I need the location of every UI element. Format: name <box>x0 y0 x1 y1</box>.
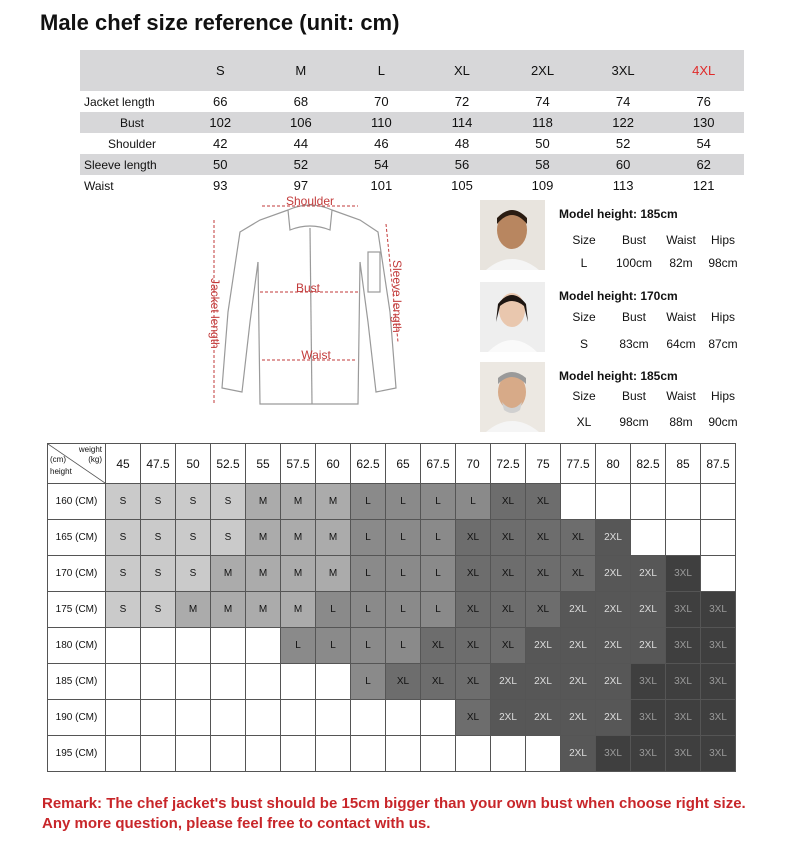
grid-weight-header: 60 <box>316 444 351 484</box>
spec-cell: 50 <box>535 136 550 151</box>
grid-cell <box>456 736 491 772</box>
grid-cell: M <box>246 556 281 592</box>
grid-cell <box>106 664 141 700</box>
label-jacket-length: Jacket length <box>208 278 222 349</box>
spec-cell: 74 <box>615 94 631 109</box>
model-header-size: Size <box>572 233 596 247</box>
model-value-bust: 100cm <box>615 256 653 270</box>
grid-cell <box>701 484 736 520</box>
grid-cell: 2XL <box>596 628 631 664</box>
size-reference-table <box>80 50 744 196</box>
grid-cell: 3XL <box>701 700 736 736</box>
jacket-sketch <box>200 192 420 414</box>
grid-weight-header: 80 <box>596 444 631 484</box>
spec-cell: 54 <box>696 136 711 151</box>
grid-weight-header: 57.5 <box>281 444 316 484</box>
grid-cell <box>421 736 456 772</box>
model-header-size: Size <box>572 310 596 324</box>
grid-cell <box>176 700 211 736</box>
grid-cell: XL <box>456 592 491 628</box>
grid-cell: L <box>351 664 386 700</box>
model-value-size: S <box>579 337 588 351</box>
model-header-bust: Bust <box>621 310 646 324</box>
grid-row <box>48 556 736 592</box>
model-value-waist: 82m <box>669 256 693 270</box>
grid-cell: 3XL <box>701 628 736 664</box>
spec-cell: 48 <box>454 136 470 151</box>
spec-cell: 93 <box>213 178 228 193</box>
model-value-hips: 98cm <box>708 256 738 270</box>
grid-cell <box>141 628 176 664</box>
grid-cell: L <box>316 628 351 664</box>
grid-cell: 3XL <box>631 700 666 736</box>
grid-cell: 3XL <box>631 664 666 700</box>
spec-row-label: Sleeve length <box>80 154 180 175</box>
spec-cell: 60 <box>583 154 664 175</box>
grid-cell: XL <box>491 628 526 664</box>
grid-row <box>48 520 736 556</box>
grid-cell: M <box>176 592 211 628</box>
grid-weight-header: 65 <box>386 444 421 484</box>
grid-cell: M <box>281 592 316 628</box>
grid-cell: S <box>141 520 176 556</box>
grid-height-label: 160 (CM) <box>48 484 106 520</box>
grid-cell: XL <box>491 556 526 592</box>
grid-cell: 2XL <box>561 664 596 700</box>
grid-cell: XL <box>421 664 456 700</box>
spec-cell: 74 <box>535 94 550 109</box>
grid-cell <box>351 736 386 772</box>
model-header-waist: Waist <box>666 389 696 403</box>
grid-cell <box>701 520 736 556</box>
grid-weight-header: 75 <box>526 444 561 484</box>
size-chart-grid <box>47 443 736 772</box>
grid-cell <box>666 484 701 520</box>
grid-cell: M <box>211 592 246 628</box>
label-bust: Bust <box>295 281 321 295</box>
grid-cell: M <box>316 520 351 556</box>
model-card-1 <box>480 200 780 272</box>
spec-cell: 66 <box>213 94 228 109</box>
grid-cell <box>106 700 141 736</box>
spec-cell: 130 <box>663 112 744 133</box>
grid-row <box>48 664 736 700</box>
grid-cell: XL <box>456 628 491 664</box>
grid-cell <box>211 736 246 772</box>
grid-header-row <box>48 444 736 484</box>
model-value-hips: 87cm <box>708 337 738 351</box>
grid-cell: L <box>386 628 421 664</box>
grid-weight-header: 87.5 <box>701 444 736 484</box>
grid-cell: L <box>351 592 386 628</box>
spec-cell: 58 <box>502 154 583 175</box>
spec-cell: 42 <box>213 136 228 151</box>
label-sleeve-length: Sleeve length <box>390 260 404 333</box>
grid-cell: XL <box>526 484 561 520</box>
grid-cell: M <box>281 484 316 520</box>
grid-cell <box>141 736 176 772</box>
grid-cell <box>386 736 421 772</box>
grid-cell: M <box>316 556 351 592</box>
spec-cell: 101 <box>370 178 393 193</box>
grid-cell <box>211 700 246 736</box>
spec-cell: 76 <box>696 94 711 109</box>
grid-cell: 2XL <box>631 556 666 592</box>
grid-weight-header: 62.5 <box>351 444 386 484</box>
corner-height: height <box>50 467 72 476</box>
model-height-3: Model height: 185cm <box>559 369 678 383</box>
spec-cell: 121 <box>692 178 715 193</box>
grid-cell: L <box>386 484 421 520</box>
grid-cell: 3XL <box>701 664 736 700</box>
grid-cell <box>246 664 281 700</box>
spec-cell: 70 <box>374 94 389 109</box>
jacket-collar <box>288 205 332 230</box>
grid-cell: L <box>421 556 456 592</box>
grid-cell: 3XL <box>666 700 701 736</box>
grid-cell: 3XL <box>666 628 701 664</box>
grid-cell: M <box>281 520 316 556</box>
grid-cell: S <box>211 484 246 520</box>
grid-cell: L <box>386 556 421 592</box>
model-header-size: Size <box>572 389 596 403</box>
model-value-hips: 90cm <box>708 415 738 429</box>
spec-cell: 97 <box>293 178 309 193</box>
grid-cell <box>526 736 561 772</box>
grid-cell <box>561 484 596 520</box>
grid-cell: 3XL <box>596 736 631 772</box>
grid-cell: S <box>211 520 246 556</box>
grid-cell: 2XL <box>596 520 631 556</box>
grid-cell <box>631 520 666 556</box>
spec-cell: 52 <box>615 136 631 151</box>
grid-cell: XL <box>561 556 596 592</box>
spec-cell: 62 <box>663 154 744 175</box>
spec-row-label: Waist <box>84 178 114 193</box>
model-photo-1 <box>480 200 545 270</box>
spec-cell: 106 <box>261 112 342 133</box>
grid-cell: XL <box>456 556 491 592</box>
grid-height-label: 185 (CM) <box>48 664 106 700</box>
grid-row <box>48 700 736 736</box>
grid-cell: XL <box>456 520 491 556</box>
grid-cell: 2XL <box>631 628 666 664</box>
grid-cell: L <box>421 592 456 628</box>
grid-cell: 3XL <box>666 592 701 628</box>
grid-cell: 3XL <box>701 736 736 772</box>
grid-row <box>48 484 736 520</box>
model-header-hips: Hips <box>710 389 735 403</box>
grid-cell <box>316 700 351 736</box>
grid-cell: M <box>316 484 351 520</box>
grid-cell <box>141 700 176 736</box>
spec-cell: 102 <box>180 112 261 133</box>
grid-cell: 3XL <box>666 664 701 700</box>
grid-cell <box>281 664 316 700</box>
jacket-right-sleeve <box>332 210 396 392</box>
grid-weight-header: 52.5 <box>211 444 246 484</box>
spec-row-label: Shoulder <box>107 136 157 151</box>
grid-cell <box>421 700 456 736</box>
grid-weight-header: 70 <box>456 444 491 484</box>
grid-cell: 2XL <box>526 628 561 664</box>
spec-header-corner <box>80 50 180 91</box>
grid-cell: M <box>246 484 281 520</box>
spec-row <box>80 112 744 133</box>
spec-size-m: M <box>261 50 342 91</box>
model-header-waist: Waist <box>666 233 696 247</box>
grid-cell: S <box>106 592 141 628</box>
spec-row-label: Bust <box>80 112 180 133</box>
spec-cell: 54 <box>341 154 422 175</box>
spec-cell: 46 <box>374 136 389 151</box>
grid-cell: 2XL <box>631 592 666 628</box>
model-header-waist: Waist <box>666 310 696 324</box>
grid-cell: 3XL <box>666 736 701 772</box>
grid-cell <box>176 664 211 700</box>
corner-kg: (kg) <box>88 455 102 464</box>
model-value-size: XL <box>576 415 592 429</box>
model-card-3 <box>480 362 780 434</box>
corner-weight: weight <box>78 445 102 454</box>
grid-weight-header: 45 <box>106 444 141 484</box>
grid-height-label: 195 (CM) <box>48 736 106 772</box>
grid-weight-header: 55 <box>246 444 281 484</box>
grid-cell <box>106 736 141 772</box>
grid-weight-header: 82.5 <box>631 444 666 484</box>
grid-cell <box>351 700 386 736</box>
grid-cell <box>106 628 141 664</box>
spec-row <box>80 91 744 112</box>
grid-cell: L <box>316 592 351 628</box>
grid-height-label: 190 (CM) <box>48 700 106 736</box>
grid-cell: XL <box>456 664 491 700</box>
grid-cell: S <box>141 592 176 628</box>
remark-text: Remark: The chef jacket's bust should be 15cm bigger than your own bust when choose right size. Any more question, please feel free to contact with us. <box>42 795 746 832</box>
spec-cell: 122 <box>583 112 664 133</box>
grid-cell: S <box>141 556 176 592</box>
grid-weight-header: 77.5 <box>561 444 596 484</box>
model-header-bust: Bust <box>621 389 646 403</box>
spec-header-row <box>80 50 744 91</box>
grid-cell <box>386 700 421 736</box>
grid-cell: L <box>351 484 386 520</box>
grid-cell: XL <box>561 520 596 556</box>
grid-cell <box>596 484 631 520</box>
grid-row <box>48 736 736 772</box>
grid-cell: L <box>456 484 491 520</box>
spec-cell: 44 <box>293 136 309 151</box>
grid-cell: XL <box>526 520 561 556</box>
model-photo-2 <box>480 282 545 352</box>
grid-cell: 3XL <box>701 592 736 628</box>
spec-size-3xl: 3XL <box>583 50 664 91</box>
grid-weight-header: 67.5 <box>421 444 456 484</box>
grid-cell: 2XL <box>561 592 596 628</box>
spec-cell: 52 <box>261 154 342 175</box>
spec-cell: 110 <box>341 112 422 133</box>
grid-cell: 2XL <box>596 700 631 736</box>
spec-cell: 114 <box>422 112 503 133</box>
model-card-2 <box>480 282 780 354</box>
spec-cell: 105 <box>451 178 473 193</box>
grid-cell: S <box>106 520 141 556</box>
grid-cell: 2XL <box>561 700 596 736</box>
grid-cell <box>246 628 281 664</box>
jacket-left-sleeve <box>222 210 288 392</box>
grid-cell: S <box>106 484 141 520</box>
grid-cell: 2XL <box>491 664 526 700</box>
label-shoulder: Shoulder <box>285 194 335 208</box>
grid-cell <box>666 520 701 556</box>
grid-cell <box>211 664 246 700</box>
grid-cell <box>246 700 281 736</box>
grid-cell <box>141 664 176 700</box>
spec-row <box>80 133 744 154</box>
spec-size-4xl: 4XL <box>663 50 744 91</box>
model-height-2: Model height: 170cm <box>559 289 678 303</box>
grid-cell: 2XL <box>526 700 561 736</box>
grid-cell <box>176 736 211 772</box>
grid-corner <box>48 444 106 484</box>
spec-cell: 109 <box>531 178 554 193</box>
grid-cell <box>176 628 211 664</box>
model-value-bust: 83cm <box>619 337 649 351</box>
grid-cell: S <box>106 556 141 592</box>
grid-cell: XL <box>491 592 526 628</box>
grid-cell: 2XL <box>596 664 631 700</box>
grid-cell: S <box>141 484 176 520</box>
grid-cell <box>316 664 351 700</box>
spec-cell: 50 <box>180 154 261 175</box>
grid-height-label: 175 (CM) <box>48 592 106 628</box>
grid-cell: L <box>421 484 456 520</box>
model-value-bust: 98cm <box>619 415 649 429</box>
grid-cell: 2XL <box>596 556 631 592</box>
grid-cell: 2XL <box>526 664 561 700</box>
grid-cell: S <box>176 484 211 520</box>
spec-size-l: L <box>341 50 422 91</box>
grid-cell: XL <box>491 520 526 556</box>
grid-cell <box>491 736 526 772</box>
spec-cell: 118 <box>502 112 583 133</box>
model-value-size: L <box>580 256 588 270</box>
grid-cell: L <box>351 520 386 556</box>
grid-weight-header: 85 <box>666 444 701 484</box>
grid-cell <box>211 628 246 664</box>
grid-cell: S <box>176 520 211 556</box>
grid-weight-header: 47.5 <box>141 444 176 484</box>
grid-cell: L <box>421 520 456 556</box>
spec-row <box>80 154 744 175</box>
grid-cell: XL <box>386 664 421 700</box>
grid-cell <box>631 484 666 520</box>
grid-cell: XL <box>421 628 456 664</box>
grid-cell: 2XL <box>596 592 631 628</box>
model-header-hips: Hips <box>710 310 735 324</box>
corner-cm: (cm) <box>50 455 66 464</box>
grid-row <box>48 592 736 628</box>
grid-cell: 3XL <box>631 736 666 772</box>
model-height-1: Model height: 185cm <box>559 207 678 221</box>
grid-cell: L <box>386 592 421 628</box>
grid-cell <box>246 736 281 772</box>
spec-row-label: Jacket length <box>84 94 155 109</box>
grid-cell: S <box>176 556 211 592</box>
grid-cell: XL <box>456 700 491 736</box>
label-waist: Waist <box>301 348 331 362</box>
spec-cell: 56 <box>422 154 503 175</box>
grid-cell: 2XL <box>561 628 596 664</box>
grid-cell: XL <box>526 592 561 628</box>
page-title: Male chef size reference (unit: cm) <box>40 10 400 35</box>
grid-cell: L <box>351 628 386 664</box>
grid-weight-header: 72.5 <box>491 444 526 484</box>
grid-height-label: 165 (CM) <box>48 520 106 556</box>
grid-cell: 2XL <box>561 736 596 772</box>
grid-cell: 3XL <box>666 556 701 592</box>
grid-height-label: 170 (CM) <box>48 556 106 592</box>
grid-cell <box>281 700 316 736</box>
grid-cell: L <box>351 556 386 592</box>
grid-cell <box>701 556 736 592</box>
grid-weight-header: 50 <box>176 444 211 484</box>
grid-height-label: 180 (CM) <box>48 628 106 664</box>
spec-cell: 72 <box>454 94 470 109</box>
spec-size-2xl: 2XL <box>502 50 583 91</box>
grid-cell: L <box>281 628 316 664</box>
grid-cell: M <box>211 556 246 592</box>
model-photo-3 <box>480 362 545 432</box>
model-header-bust: Bust <box>621 233 646 247</box>
grid-cell: XL <box>491 484 526 520</box>
spec-size-s: S <box>180 50 261 91</box>
spec-cell: 113 <box>612 178 634 193</box>
grid-cell: M <box>246 520 281 556</box>
spec-size-xl: XL <box>422 50 503 91</box>
spec-cell: 68 <box>293 94 309 109</box>
model-value-waist: 64cm <box>666 337 696 351</box>
grid-cell: L <box>386 520 421 556</box>
model-value-waist: 88m <box>669 415 693 429</box>
grid-cell <box>281 736 316 772</box>
grid-cell: M <box>281 556 316 592</box>
model-header-hips: Hips <box>710 233 735 247</box>
grid-cell <box>316 736 351 772</box>
grid-cell: XL <box>526 556 561 592</box>
grid-row <box>48 628 736 664</box>
grid-cell: M <box>246 592 281 628</box>
grid-cell: 2XL <box>491 700 526 736</box>
